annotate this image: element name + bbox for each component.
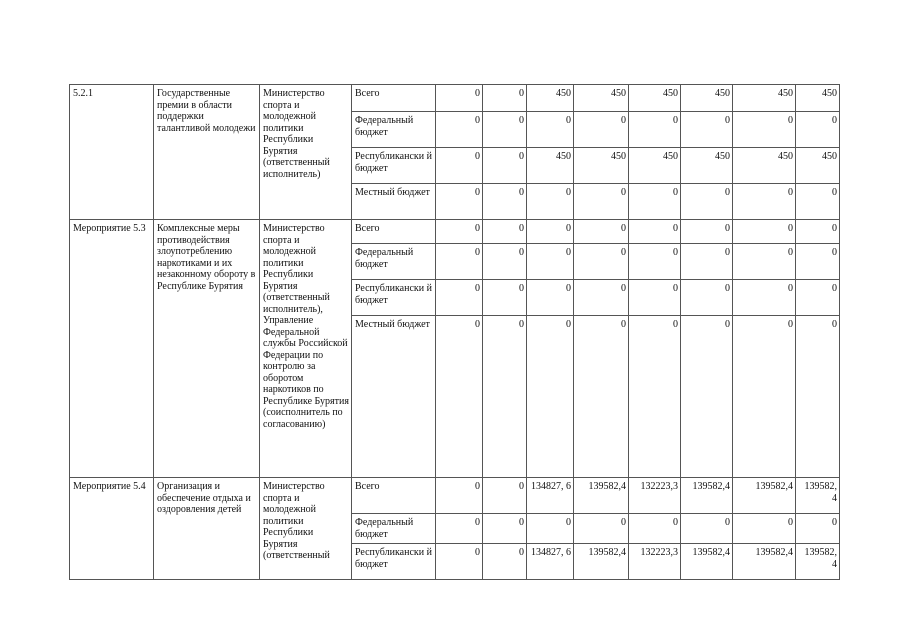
amount-cell: 0 [436,316,483,478]
amount-cell: 139582,4 [733,478,796,514]
amount-cell: 0 [681,316,733,478]
amount-cell: 0 [527,280,574,316]
amount-cell: 450 [527,148,574,184]
amount-cell: 0 [483,544,527,580]
amount-cell: 0 [629,244,681,280]
amount-cell: 0 [436,85,483,112]
budget-source: Всего [352,220,436,244]
amount-cell: 0 [483,85,527,112]
amount-cell: 0 [681,184,733,220]
amount-cell: 450 [574,85,629,112]
amount-cell: 0 [527,316,574,478]
amount-cell: 139582, 4 [796,478,840,514]
amount-cell: 450 [733,85,796,112]
budget-source: Всего [352,85,436,112]
amount-cell: 0 [733,220,796,244]
amount-cell: 0 [796,316,840,478]
amount-cell: 139582, 4 [796,544,840,580]
amount-cell: 0 [629,112,681,148]
table-body [70,85,840,580]
amount-cell: 0 [681,244,733,280]
amount-cell: 0 [483,244,527,280]
amount-cell: 0 [436,112,483,148]
amount-cell: 0 [483,478,527,514]
amount-cell: 139582,4 [574,478,629,514]
amount-cell: 0 [436,220,483,244]
budget-source: Местный бюджет [352,184,436,220]
executor: Министерство спорта и молодежной политики Республики Бурятия (ответственный исполнитель) [260,85,352,220]
amount-cell: 0 [681,280,733,316]
amount-cell: 132223,3 [629,478,681,514]
amount-cell: 0 [574,220,629,244]
executor: Министерство спорта и молодежной политики Республики Бурятия (ответственный исполнитель), Управление Федеральной службы Российской Федерации по контролю за оборотом наркотиков по Республике Бурятия (соисполнитель по согласованию) [260,220,352,478]
amount-cell: 0 [681,112,733,148]
amount-cell: 0 [629,184,681,220]
amount-cell: 0 [733,514,796,544]
activity-name: Организация и обеспечение отдыха и оздоровления детей [154,478,260,580]
table-row [70,85,840,112]
amount-cell: 0 [733,244,796,280]
amount-cell: 0 [527,514,574,544]
amount-cell: 450 [733,148,796,184]
amount-cell: 0 [483,514,527,544]
amount-cell: 0 [574,184,629,220]
amount-cell: 0 [629,316,681,478]
activity-code: Мероприятие 5.3 [70,220,154,478]
amount-cell: 0 [574,514,629,544]
amount-cell: 450 [796,148,840,184]
amount-cell: 0 [527,112,574,148]
amount-cell: 450 [574,148,629,184]
amount-cell: 450 [629,148,681,184]
amount-cell: 0 [574,280,629,316]
amount-cell: 450 [681,85,733,112]
amount-cell: 450 [629,85,681,112]
amount-cell: 0 [629,514,681,544]
amount-cell: 0 [796,514,840,544]
amount-cell: 0 [733,316,796,478]
amount-cell: 0 [574,112,629,148]
amount-cell: 134827, 6 [527,478,574,514]
budget-source: Республикански й бюджет [352,544,436,580]
amount-cell: 0 [733,112,796,148]
amount-cell: 0 [796,112,840,148]
amount-cell: 0 [436,544,483,580]
amount-cell: 139582,4 [733,544,796,580]
amount-cell: 0 [574,244,629,280]
amount-cell: 0 [483,220,527,244]
budget-source: Республикански й бюджет [352,148,436,184]
amount-cell: 0 [483,148,527,184]
amount-cell: 0 [733,280,796,316]
amount-cell: 0 [527,184,574,220]
amount-cell: 450 [796,85,840,112]
amount-cell: 0 [436,244,483,280]
amount-cell: 0 [436,478,483,514]
budget-source: Республикански й бюджет [352,280,436,316]
budget-source: Всего [352,478,436,514]
amount-cell: 0 [483,280,527,316]
amount-cell: 450 [527,85,574,112]
budget-source: Федеральный бюджет [352,244,436,280]
amount-cell: 0 [527,220,574,244]
amount-cell: 0 [483,184,527,220]
amount-cell: 139582,4 [681,544,733,580]
budget-source: Федеральный бюджет [352,514,436,544]
amount-cell: 0 [483,112,527,148]
budget-table [69,84,840,580]
amount-cell: 0 [796,244,840,280]
amount-cell: 0 [436,148,483,184]
activity-code: 5.2.1 [70,85,154,220]
executor: Министерство спорта и молодежной политики Республики Бурятия (ответственный [260,478,352,580]
budget-source: Федеральный бюджет [352,112,436,148]
amount-cell: 450 [681,148,733,184]
amount-cell: 0 [681,220,733,244]
amount-cell: 0 [436,184,483,220]
amount-cell: 132223,3 [629,544,681,580]
amount-cell: 0 [483,316,527,478]
table-row [70,220,840,244]
activity-code: Мероприятие 5.4 [70,478,154,580]
amount-cell: 0 [796,184,840,220]
amount-cell: 134827, 6 [527,544,574,580]
amount-cell: 0 [436,280,483,316]
amount-cell: 139582,4 [574,544,629,580]
amount-cell: 0 [733,184,796,220]
amount-cell: 0 [436,514,483,544]
amount-cell: 0 [629,280,681,316]
amount-cell: 0 [681,514,733,544]
amount-cell: 0 [796,220,840,244]
budget-source: Местный бюджет [352,316,436,478]
amount-cell: 139582,4 [681,478,733,514]
table-row [70,478,840,514]
activity-name: Комплексные меры противодействия злоупотреблению наркотиками и их незаконному обороту в Республике Бурятия [154,220,260,478]
amount-cell: 0 [629,220,681,244]
amount-cell: 0 [527,244,574,280]
amount-cell: 0 [796,280,840,316]
activity-name: Государственные премии в области поддержки талантливой молодежи [154,85,260,220]
amount-cell: 0 [574,316,629,478]
